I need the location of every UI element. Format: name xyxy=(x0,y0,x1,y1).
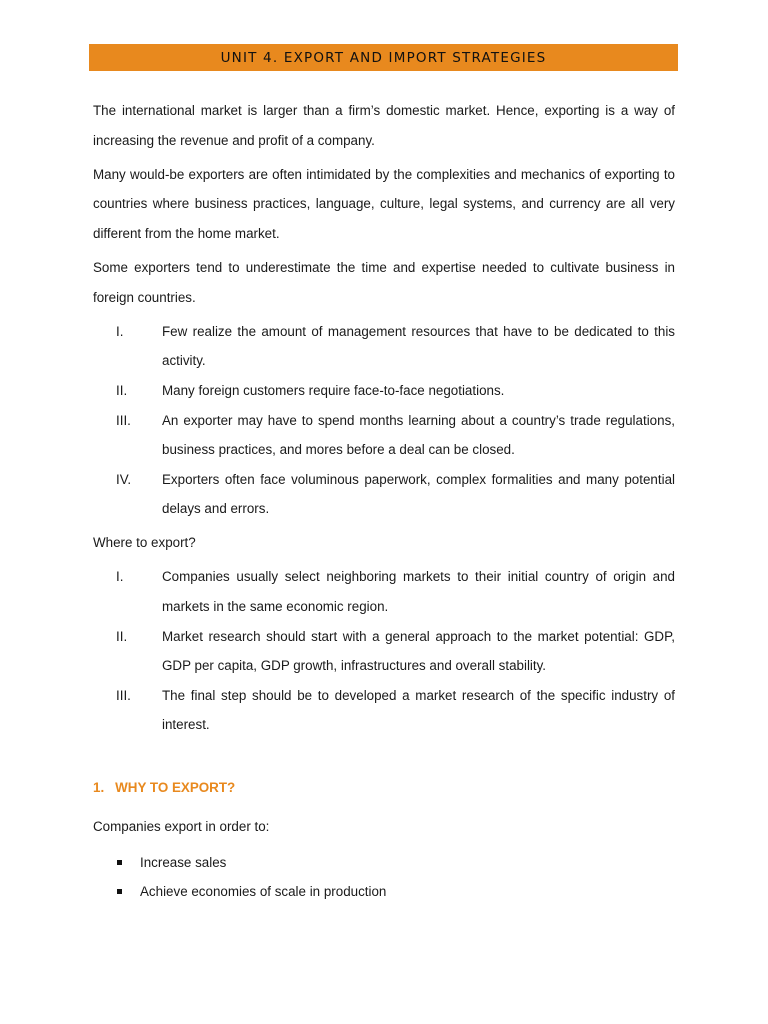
list-number: II. xyxy=(116,628,128,644)
list-number: IV. xyxy=(116,471,132,487)
list-text: Exporters often face voluminous paperwork, complex formalities and many potential delays and errors. xyxy=(162,471,675,517)
list-item xyxy=(93,376,675,406)
unit-title: UNIT 4. EXPORT AND IMPORT STRATEGIES xyxy=(220,49,547,66)
paragraph-intro: The international market is larger than a firm’s domestic market. Hence, exporting is a way of increasing the revenue and profit of a company. xyxy=(93,103,675,148)
section-number: 1. xyxy=(93,780,105,796)
list-text: Achieve economies of scale in production xyxy=(140,884,387,900)
list-item xyxy=(93,877,675,907)
section-heading-text: WHY TO EXPORT? xyxy=(115,780,236,796)
list-item xyxy=(93,317,675,376)
bullet-square-icon xyxy=(93,877,140,907)
list-number: III. xyxy=(116,412,131,428)
list-item xyxy=(93,848,675,878)
list-number: III. xyxy=(116,687,131,703)
paragraph-intimidated: Many would-be exporters are often intimidated by the complexities and mechanics of exporting to countries where business practices, language, culture, legal systems, and currency are all very different from the home market. xyxy=(93,166,675,241)
paragraph-underestimate: Some exporters tend to underestimate the time and expertise needed to cultivate business in foreign countries. xyxy=(93,260,675,305)
export-reasons-list xyxy=(93,848,675,907)
list-number: I. xyxy=(116,323,124,339)
list-item xyxy=(93,406,675,465)
list-text: Increase sales xyxy=(140,854,227,870)
list-text: The final step should be to developed a market research of the specific industry of interest. xyxy=(162,687,675,733)
list-text: Market research should start with a general approach to the market potential: GDP, GDP per capita, GDP growth, infrastructures and overall stability. xyxy=(162,628,675,674)
list-item xyxy=(93,562,675,621)
list-item xyxy=(93,681,675,740)
list-item xyxy=(93,622,675,681)
unit-title-banner xyxy=(89,44,678,71)
list-number: I. xyxy=(116,569,124,585)
list-text: Many foreign customers require face-to-face negotiations. xyxy=(162,382,505,398)
list-text: An exporter may have to spend months learning about a country’s trade regulations, business practices, and mores before a deal can be closed. xyxy=(162,412,675,458)
where-to-export-list xyxy=(93,562,675,740)
bullet-square-icon xyxy=(93,848,140,878)
list-number: II. xyxy=(116,382,128,398)
paragraph-companies-export: Companies export in order to: xyxy=(93,819,270,835)
section-heading-why-export xyxy=(93,778,675,798)
paragraph-where-to-export: Where to export? xyxy=(93,535,196,551)
list-item xyxy=(93,465,675,524)
challenges-list xyxy=(93,317,675,524)
list-text: Few realize the amount of management resources that have to be dedicated to this activity. xyxy=(162,323,675,369)
document-body xyxy=(93,96,675,907)
list-text: Companies usually select neighboring markets to their initial country of origin and markets in the same economic region. xyxy=(162,569,675,615)
